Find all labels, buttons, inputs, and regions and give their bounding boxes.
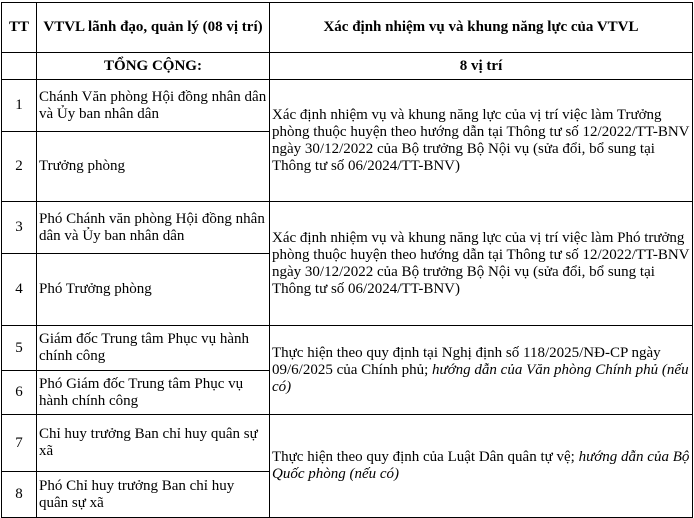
row-number: 6 <box>2 371 37 415</box>
row-number: 3 <box>2 202 37 254</box>
competency-group-3 <box>270 326 693 415</box>
header-position: VTVL lãnh đạo, quản lý (08 vị trí) <box>37 3 270 53</box>
row-number: 1 <box>2 80 37 132</box>
row-number: 4 <box>2 254 37 326</box>
header-row <box>2 3 693 53</box>
competency-group-1 <box>270 80 693 202</box>
total-label: TỔNG CỘNG: <box>37 53 270 80</box>
table-row <box>2 202 693 254</box>
row-number: 2 <box>2 132 37 202</box>
position-name: Phó Chánh văn phòng Hội đồng nhân dân và Ủy ban nhân dân <box>37 202 270 254</box>
position-name: Trưởng phòng <box>37 132 270 202</box>
row-number: 5 <box>2 326 37 371</box>
competency-italic: hướng dẫn của Văn phòng Chính phủ (nếu có) <box>272 361 689 395</box>
table-row <box>2 326 693 371</box>
header-tt: TT <box>2 3 37 53</box>
total-row <box>2 53 693 80</box>
header-competency: Xác định nhiệm vụ và khung năng lực của VTVL <box>270 3 693 53</box>
position-name: Phó Trưởng phòng <box>37 254 270 326</box>
competency-text: Thực hiện theo quy định của Luật Dân quân tự vệ; <box>272 449 579 465</box>
position-name: Phó Giám đốc Trung tâm Phục vụ hành chính công <box>37 371 270 415</box>
competency-text: Thực hiện theo quy định tại Nghị định số 118/2025/NĐ-CP ngày 09/6/2025 của Chính phủ; <box>272 344 661 378</box>
competency-italic: hướng dẫn của Bộ Quốc phòng (nếu có) <box>272 449 690 482</box>
position-name: Chánh Văn phòng Hội đồng nhân dân và Ủy ban nhân dân <box>37 80 270 132</box>
competency-group-2 <box>270 202 693 326</box>
competency-group-4 <box>270 415 693 518</box>
position-name: Giám đốc Trung tâm Phục vụ hành chính công <box>37 326 270 371</box>
positions-table <box>1 2 693 518</box>
total-value: 8 vị trí <box>270 53 693 80</box>
competency-text: Xác định nhiệm vụ và khung năng lực của vị trí việc làm Phó trưởng phòng thuộc huyện theo hướng dẫn tại Thông tư số 12/2022/TT-BNV ngày 30/12/2022 của Bộ trưởng Bộ Nội vụ (sửa đổi, bổ sung tại Thông tư số 06/2024/TT-BNV) <box>272 229 690 297</box>
row-number: 8 <box>2 472 37 518</box>
table-row <box>2 80 693 132</box>
position-name: Phó Chỉ huy trưởng Ban chỉ huy quân sự xã <box>37 472 270 518</box>
total-empty-cell <box>2 53 37 80</box>
row-number: 7 <box>2 415 37 472</box>
table-row <box>2 415 693 472</box>
competency-text: Xác định nhiệm vụ và khung năng lực của vị trí việc làm Trưởng phòng thuộc huyện theo hướng dẫn tại Thông tư số 12/2022/TT-BNV ngày 30/12/2022 của Bộ trưởng Bộ Nội vụ (sửa đổi, bổ sung tại Thông tư số 06/2024/TT-BNV) <box>272 106 690 174</box>
position-name: Chỉ huy trưởng Ban chỉ huy quân sự xã <box>37 415 270 472</box>
